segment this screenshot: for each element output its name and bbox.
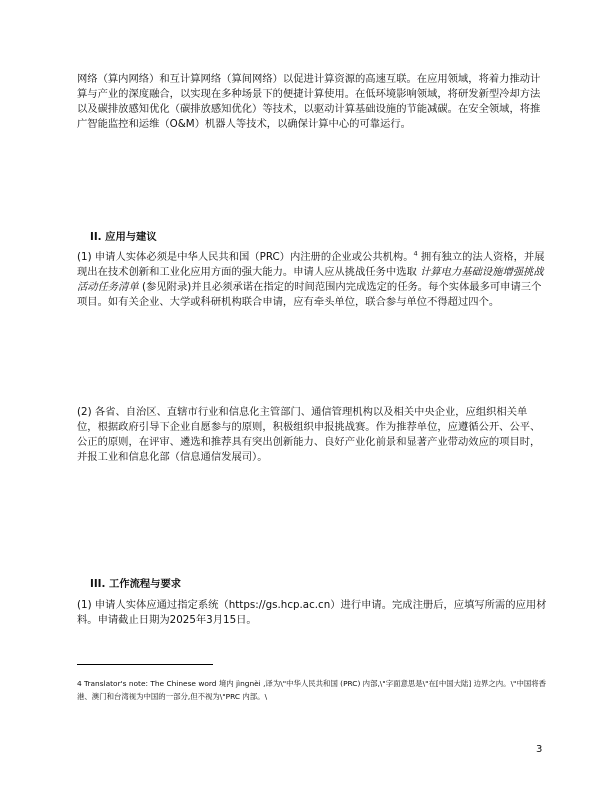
footnote-divider (77, 664, 213, 665)
page-number: 3 (536, 744, 543, 755)
footnote-text: Translator's note: The Chinese word 境内 jìngnèi ,译为\"中华人民共和国 (PRC) 内部,\"字面意思是\"在[中国大陆] 边界之内。\"中国将香港、澳门和台湾视为中国的一部分,但不视为\"PRC 内部。\ (77, 679, 547, 701)
footnote (77, 677, 547, 703)
footnote-number: 4 (77, 679, 82, 688)
para-text: 拥有独立的法人资格，并展现出在技术创新和工业化应用方面的强大能力。申请人应从挑战任务中选取 (77, 251, 545, 278)
section-ii-heading: II. 应用与建议 (90, 231, 157, 243)
footnote-reference[interactable]: 4 (413, 249, 418, 258)
para-text: (参见附录)并且必须承诺在指定的时间范围内完成选定的任务。每个实体最多可申请三个项目。如有关企业、大学或科研机构联合申请，应有牵头单位，联合参与单位不得超过四个。 (77, 281, 542, 308)
section-ii-paragraph-2: (2) 各省、自治区、直辖市行业和信息化主管部门、通信管理机构以及相关中央企业，应组织相关单位，根据政府引导下企业自愿参与的原则，积极组织申报挑战赛。作为推荐单位，应遵循公开、公平、公正的原则，在评审、遴选和推荐具有突出创新能力、良好产业化前景和显著产业带动效应的项目时，并报工业和信息化部（信息通信发展司）。 (77, 406, 541, 463)
intro-paragraph: 网络（算内网络）和互计算网络（算间网络）以促进计算资源的高速互联。在应用领域，将着力推动计算与产业的深度融合，以实现在多种场景下的便捷计算使用。在低环境影响领域，将研发新型冷却方法以及碳排放感知优化（碳排放感知优化）等技术，以驱动计算基础设施的节能减碳。在安全领域，将推广智能监控和运维（O&M）机器人等技术，以确保计算中心的可靠运行。 (77, 73, 541, 130)
section-ii-paragraph-1 (77, 250, 547, 310)
section-iii-paragraph-1: (1) 申请人实体应通过指定系统（https://gs.hcp.ac.cn）进行申请。完成注册后，应填写所需的应用材料。申请截止日期为2025年3月15日。 (77, 599, 547, 626)
section-iii-heading: III. 工作流程与要求 (90, 578, 182, 590)
para-text: (1) 申请人实体必须是中华人民共和国（PRC）内注册的企业或公共机构。 (77, 251, 414, 263)
task-list-title: 计算电力基础设施增强挑战活动任务清单 (77, 266, 544, 293)
